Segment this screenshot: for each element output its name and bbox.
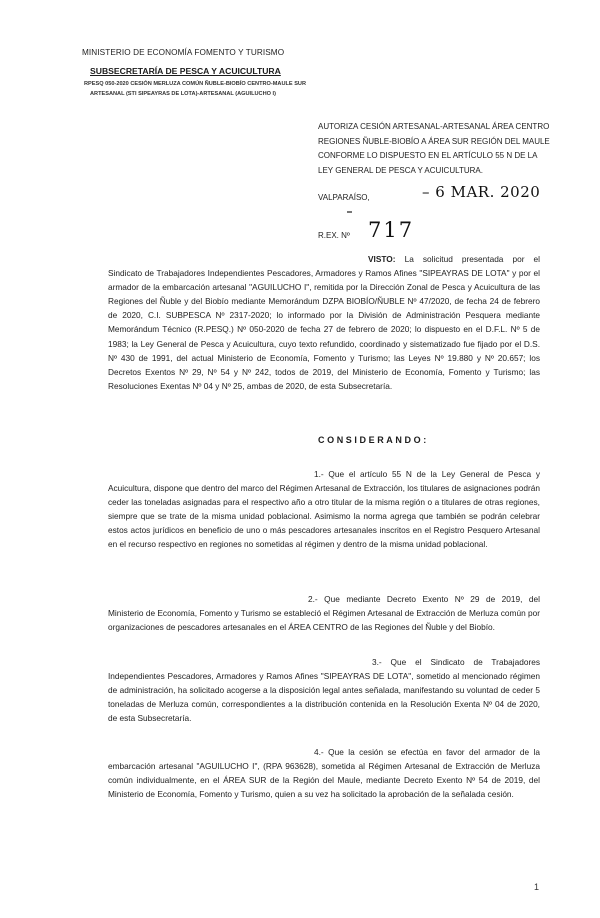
considerando-4 <box>108 745 540 801</box>
page-number: 1 <box>534 882 540 892</box>
resolution-title: AUTORIZA CESIÓN ARTESANAL-ARTESANAL ÁREA CENTRO REGIONES ÑUBLE-BIOBÍO A ÁREA SUR REGIÓN DEL MAULE CONFORME LO DISPUESTO EN EL ARTÍCULO 55 N DE LA LEY GENERAL DE PESCA Y ACUICULTURA. <box>318 122 550 175</box>
subsecretaria-header: SUBSECRETARÍA DE PESCA Y ACUICULTURA <box>90 66 281 76</box>
reference-line-1: RPESQ 050-2020 CESIÓN MERLUZA COMÚN ÑUBLE-BIOBÍO CENTRO-MAULE SUR <box>84 81 307 87</box>
visto-text: La solicitud presentada por el Sindicato de Trabajadores Independientes Pescadores, Armadores y Ramos Afines "SIPEAYRAS DE LOTA" y por el armador de la embarcación artesanal "AGUILUCHO I", remitida por la Dirección Zonal de Pesca y Acuicultura de las Regiones del Ñuble y del Biobío mediante Memorándum DZPA BIOBÍO/ÑUBLE Nº 47/2020, de fecha 24 de febrero de 2020, C.I. SUBPESCA Nº 2317-2020; lo informado por la División de Administración Pesquera mediante Memorándum Técnico (R.PESQ.) Nº 050-2020 de fecha 27 de febrero de 2020; lo dispuesto en el D.F.L. Nº 5 de 1983; la Ley General de Pesca y Acuicultura, cuyo texto refundido, coordinado y sistematizado fue fijado por el D.S. Nº 430 de 1991, del actual Ministerio de Economía, Fomento y Turismo; las Leyes Nº 19.880 y Nº 20.657; los Decretos Exentos Nº 29, Nº 54 y Nº 242, todos de 2019, del Ministerio de Economía, Fomento y Turismo; las Resoluciones Exentas Nº 04 y Nº 25, ambas de 2020, de esta Subsecretaría. <box>108 254 540 391</box>
considerando-2 <box>108 592 540 634</box>
considerando-heading: CONSIDERANDO: <box>318 435 429 445</box>
considerando-3 <box>108 655 540 725</box>
ink-mark <box>347 211 352 213</box>
considerando-3-text: 3.- Que el Sindicato de Trabajadores Independientes Pescadores, Armadores y Ramos Afines "SIPEAYRAS DE LOTA", sometido al mencionado régimen de administración, ha solicitado acogerse a la disposición legal antes señalada, manifestando su voluntad de ceder 5 toneladas de Merluza común, correspondientes a la distribución contenida en la Resolución Exenta Nº 04 de 2020, de esta Subsecretaría. <box>108 657 540 724</box>
considerando-4-text: 4.- Que la cesión se efectúa en favor del armador de la embarcación artesanal "AGUILUCHO I", (RPA 963628), sometida al Régimen Artesanal de Extracción de Merluza común individualmente, en el ÁREA SUR de la Región del Maule, mediante Decreto Exento Nº 54 de 2019, del Ministerio de Economía, Fomento y Turismo, quien a su vez ha solicitado la aprobación de la señalada cesión. <box>108 747 540 800</box>
reference-line-2: ARTESANAL (STI SIPEAYRAS DE LOTA)-ARTESANAL (AGUILUCHO I) <box>90 91 276 97</box>
handwritten-date-stamp: – 6 MAR. 2020 <box>422 183 541 201</box>
visto-paragraph <box>108 252 540 393</box>
rex-label: R.EX. Nº <box>318 231 350 240</box>
considerando-2-text: 2.- Que mediante Decreto Exento Nº 29 de 2019, del Ministerio de Economía, Fomento y Turismo se estableció el Régimen Artesanal de Extracción de Merluza común por organizaciones de pescadores artesanales en el ÁREA CENTRO de las Regiones del Ñuble y del Biobío. <box>108 594 540 633</box>
place-label: VALPARAÍSO, <box>318 193 370 202</box>
visto-label: VISTO: <box>368 254 396 264</box>
rex-number: 717 <box>368 218 415 242</box>
ministry-header: MINISTERIO DE ECONOMÍA FOMENTO Y TURISMO <box>82 48 285 57</box>
considerando-1 <box>108 467 540 552</box>
considerando-1-text: 1.- Que el artículo 55 N de la Ley General de Pesca y Acuicultura, dispone que dentro del marco del Régimen Artesanal de Extracción, los titulares de asignaciones podrán ceder las toneladas asignadas para el respectivo año a otro titular de la misma región o a titulares de otras regiones, siempre que se trate de la misma unidad poblacional. Asimismo la norma agrega que también se podrán celebrar estos actos jurídicos en beneficio de uno o más pescadores artesanales inscritos en el Registro Pesquero Artesanal en el recurso respectivo en regiones no sometidas al régimen y dentro de la misma unidad poblacional. <box>108 469 540 550</box>
